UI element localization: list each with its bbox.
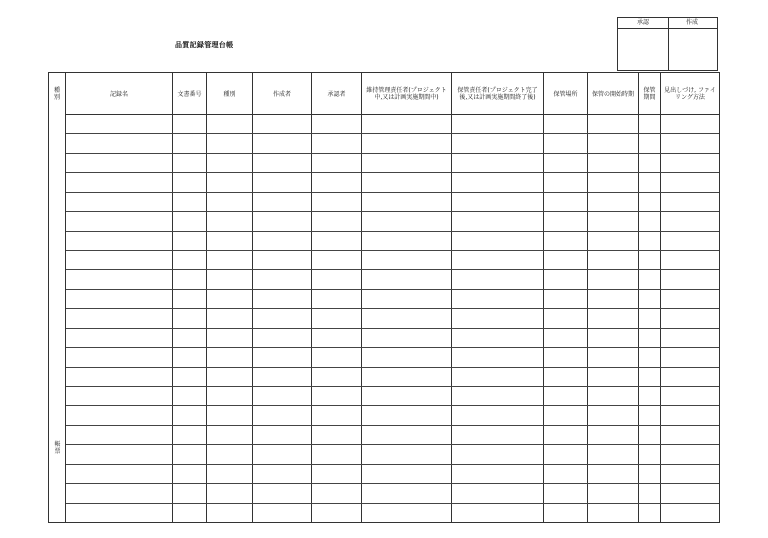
header-storage-period: 保管期間 [639,73,661,115]
approve-stamp-column [618,18,669,70]
table-row-rule [66,444,719,445]
column-divider [206,114,207,522]
category-label-forms: 帳票 [54,441,61,455]
column-divider [451,114,452,522]
table-row-rule [66,425,719,426]
table-row-rule [66,405,719,406]
table-row-rule [66,192,719,193]
approve-label: 承認 [618,18,668,29]
header-approver: 承認者 [312,73,362,115]
table-row-rule [66,464,719,465]
column-divider [361,114,362,522]
table-row-rule [66,172,719,173]
column-divider [587,114,588,522]
header-storage-location: 保管場所 [544,73,588,115]
table-row-rule [66,308,719,309]
header-bottom-rule [66,114,719,115]
create-label: 作成 [667,18,717,29]
column-divider [172,114,173,522]
table-row-rule [66,231,719,232]
header-type: 種別 [207,73,253,115]
header-storage-manager: 保管責任者(プロジェクト完了後,又は計画実施期間終了後) [452,73,544,115]
column-divider [638,114,639,522]
approval-stamp-box [617,17,718,71]
document-title: 品質記録管理台帳 [175,41,234,49]
table-row-rule [66,328,719,329]
header-document-number: 文書番号 [173,73,207,115]
header-author: 作成者 [253,73,312,115]
table-row-rule [66,250,719,251]
column-divider [543,114,544,522]
column-divider [252,114,253,522]
table-row-rule [66,503,719,504]
table-row-rule [66,347,719,348]
create-stamp-column [667,18,717,70]
table-row-rule [66,386,719,387]
column-divider [311,114,312,522]
header-filing-method: 見出しづけ, ファイリング方法 [664,87,716,101]
table-row-rule [66,289,719,290]
column-divider [660,114,661,522]
header-record-name: 記録名 [66,73,173,115]
table-row-rule [66,367,719,368]
table-row-rule [66,211,719,212]
record-ledger-table [48,72,720,523]
header-kind: 種別 [49,73,66,115]
table-row-rule [66,269,719,270]
table-row-rule [66,133,719,134]
header-storage-start: 保管の開始時期 [588,73,639,115]
column-divider [65,114,66,522]
header-maintenance-manager: 維持管理責任者(プロジェクト中,又は計画実施期間中) [362,73,452,115]
table-row-rule [66,153,719,154]
table-row-rule [66,483,719,484]
